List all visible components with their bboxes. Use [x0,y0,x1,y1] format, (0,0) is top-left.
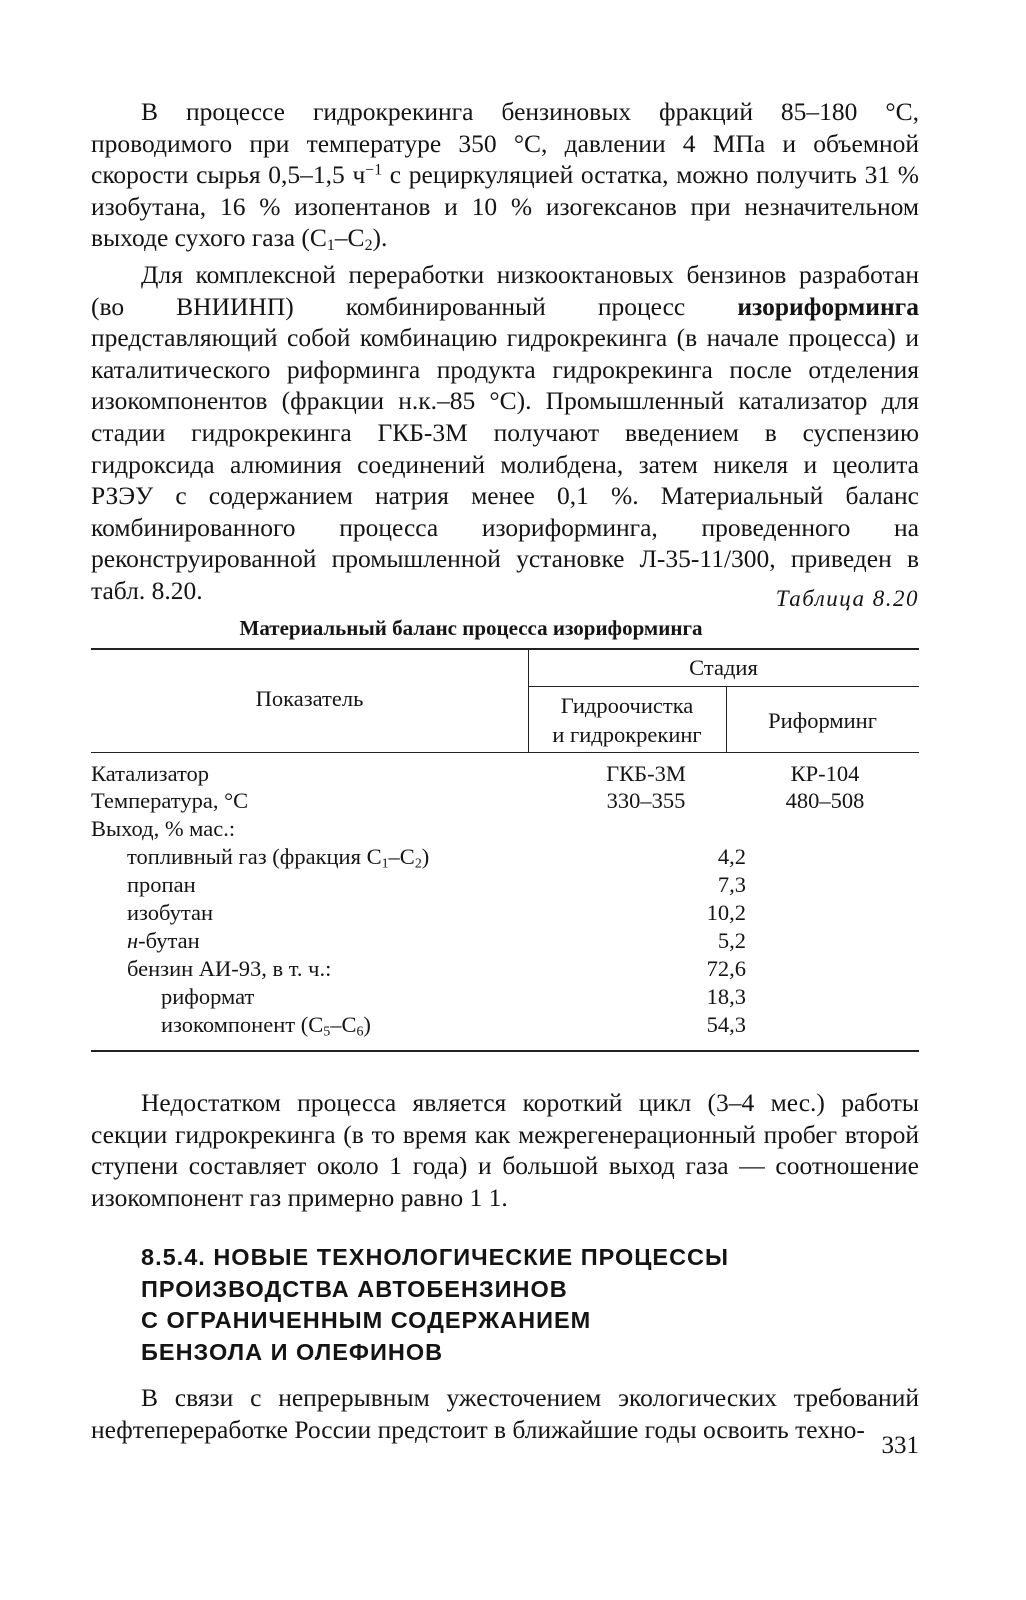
row-label: Выход, % мас.: [91,816,236,841]
stage-underline [528,686,919,687]
paragraph-isoreforming [91,259,919,607]
header-bottom-rule [91,752,919,753]
row-label: Катализатор [91,761,210,786]
paragraph-drawbacks: Недостатком процесса является короткий цикл (3–4 мес.) работы секции гидрокрекинга (в то время как межрегенерационный пробег второй ступени составляет около 1 года) и большой выход газа — соотношение изокомпонент газ примерно равно 1 1. [91,1088,919,1212]
heading-line: С ОГРАНИЧЕННЫМ СОДЕРЖАНИЕМ [141,1307,592,1333]
row-label: бензин АИ-93, в т. ч.: [127,956,332,981]
header-hydrotreating [528,691,726,749]
superscript: −1 [365,161,383,179]
table-row [91,1011,919,1039]
heading-line: БЕНЗОЛА И ОЛЕФИНОВ [141,1338,444,1365]
text-run: –С [330,1012,357,1037]
text-run: топливный газ (фракция С [127,844,382,869]
bold-term: изориформинга [737,291,919,321]
cell-hydro: 330–355 [606,788,686,813]
cell-yield: 10,2 [706,900,746,925]
row-label [161,1011,371,1039]
table-row [91,760,919,788]
subscript: 1 [326,237,335,255]
text-run: ) [363,1012,371,1037]
table-top-rule [91,648,919,650]
row-label: риформат [161,984,255,1009]
table-row [91,955,919,983]
row-label: изобутан [127,900,214,925]
header-line: Гидроочистка [560,693,694,718]
table-row [91,787,919,815]
header-reforming: Риформинг [768,708,877,733]
subscript: 5 [323,1024,331,1040]
text-run: -бутан [138,928,200,953]
text-run: представляющий собой комбинацию гидрокрекинга (в начале процесса) и каталитического риформинга продукта гидрокрекинга после отделения изокомпонентов (фракции н.к.–85 °С). Промышленный катализатор для стадии гидрокрекинга ГКБ-3М получают введением в суспензию гидроксида алюминия соединений молибдена, затем никеля и цеолита РЗЭУ с содержанием натрия менее 0,1 %. Материальный баланс комбинированного процесса изориформинга, проведенного на реконструированной промышленной установке Л-35-11/300, приведен в табл. 8.20. [91,323,919,605]
table-row [91,983,919,1011]
row-label: пропан [127,872,196,897]
paragraph-hydrocracking [91,96,919,254]
subscript: 2 [414,856,422,872]
subscript: 1 [381,856,389,872]
italic-prefix: н [127,928,139,953]
cell-reforming: 480–508 [785,788,865,813]
cell-reforming: КР-104 [790,761,860,786]
table-number: Таблица 8.20 [775,586,919,611]
text-run: В процессе гидрокрекинга бензиновых фракций 85–180 °С, проводимого при температуре 350 °С, давлении 4 МПа и объемной скорости сырья 0,5–1,5 ч [91,97,919,190]
header-indicator: Показатель [255,686,364,711]
table-row [91,927,919,955]
cell-hydro: ГКБ-3М [606,761,686,786]
text-run: ) [421,844,430,869]
table-row [91,843,919,871]
heading-line: ПРОИЗВОДСТВА АВТОБЕНЗИНОВ [141,1275,568,1302]
cell-yield: 4,2 [717,844,746,869]
table-bottom-rule [91,1050,919,1052]
heading-line: 8.5.4. НОВЫЕ ТЕХНОЛОГИЧЕСКИЕ ПРОЦЕССЫ [141,1244,730,1270]
text-run: ). [372,223,388,253]
header-stage: Стадия [689,655,758,680]
text-run: Для комплексной переработки низкооктановых бензинов разработан (во ВНИИНП) комбинированный процесс [91,260,919,321]
paragraph-ecology: В связи с непрерывным ужесточением экологических требований нефтепереработке России предстоит в ближайшие годы освоить техно- [91,1383,919,1444]
text-run: изокомпонент (С [161,1012,324,1037]
cell-yield: 72,6 [706,956,746,981]
text-run: –С [388,844,415,869]
table-row [91,815,919,843]
text-run: с рециркуляцией остатка, можно получить 31 % изобутана, 16 % изопентанов и 10 % изогексанов при незначительном выходе сухого газа (С [91,160,920,253]
cell-yield: 54,3 [706,1012,746,1037]
row-label [127,843,429,871]
subscript: 6 [356,1024,364,1040]
header-line: и гидрокрекинг [552,722,702,747]
section-heading [141,1242,729,1368]
table-row [91,899,919,927]
cell-yield: 5,2 [717,928,746,953]
cell-yield: 18,3 [706,984,746,1009]
table-title: Материальный баланс процесса изориформинга [239,616,703,640]
cell-yield: 7,3 [717,872,746,897]
text-run: –С [334,223,365,253]
page-number: 331 [881,1432,919,1459]
row-label: Температура, °С [91,788,249,813]
table-row [91,871,919,899]
row-label [127,927,200,955]
subscript: 2 [364,237,373,255]
